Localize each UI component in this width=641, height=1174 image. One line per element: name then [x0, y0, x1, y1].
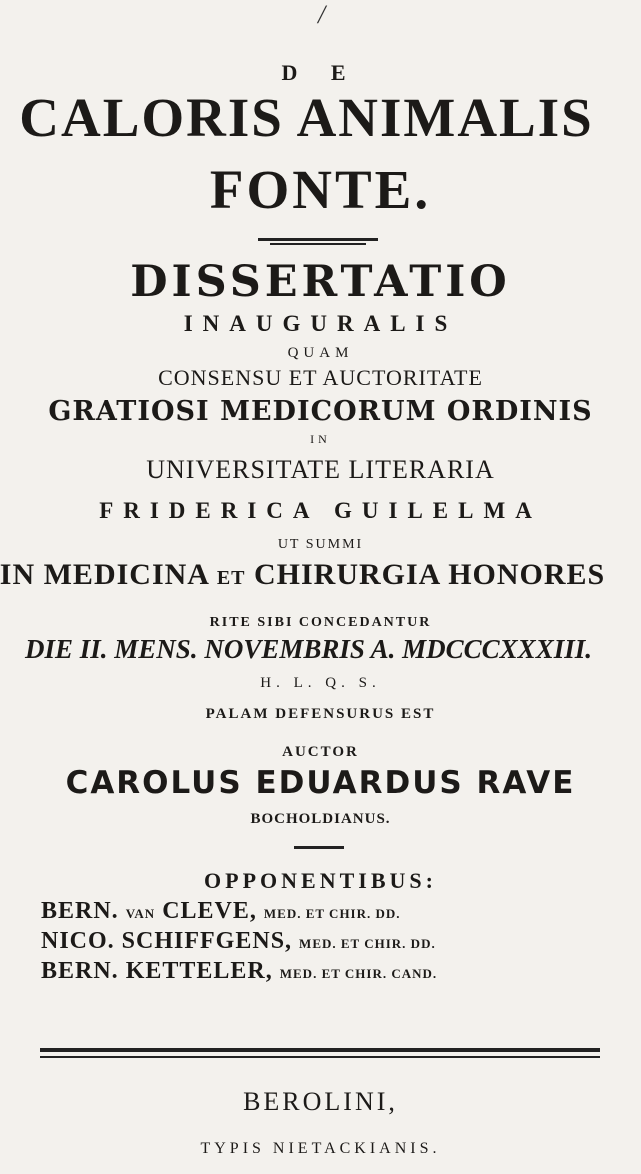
gratiosi-ordinis-line: GRATIOSI MEDICORUM ORDINIS: [48, 396, 593, 427]
quam-line: QUAM: [287, 345, 354, 361]
medicina-text: IN MEDICINA: [0, 558, 209, 591]
universitate-line: UNIVERSITATE LITERARIA: [146, 455, 495, 484]
opponentibus-heading: OPPONENTIBUS:: [204, 868, 437, 893]
opponent-title: MED. ET CHIR. CAND.: [279, 966, 438, 981]
divider-rule-thin: [270, 243, 366, 245]
inauguralis-line: INAUGURALIS: [183, 311, 458, 336]
bottom-rule-thin: [40, 1056, 600, 1058]
date-line: DIE II. MENS. NOVEMBRIS A. MDCCCXXXIII.: [25, 634, 592, 664]
dissertatio-heading: DISSERTATIO: [130, 257, 511, 307]
et-text: ET: [216, 567, 246, 589]
opponent-title: MED. ET CHIR. DD.: [299, 936, 436, 951]
opponent-van: VAN: [125, 906, 156, 921]
opponent-last: SCHIFFGENS,: [121, 928, 293, 954]
ut-summi-line: UT SUMMI: [277, 537, 364, 552]
opponent-first: NICO.: [41, 928, 115, 954]
chirurgia-text: CHIRURGIA HONORES: [254, 558, 606, 591]
opponent-row: [41, 958, 437, 985]
opponent-first: BERN.: [41, 898, 119, 924]
friderica-guilelma-line: FRIDERICA GUILELMA: [99, 498, 542, 523]
main-title-line-1: CALORIS ANIMALIS: [19, 87, 594, 148]
bottom-rule-thick: [40, 1048, 600, 1052]
opponent-first: BERN.: [41, 958, 119, 984]
author-origin: BOCHOLDIANUS.: [250, 811, 391, 827]
hlqs-line: H. L. Q. S.: [260, 675, 381, 691]
preposition-de: D E: [281, 60, 360, 85]
short-divider-rule: [294, 846, 344, 849]
rite-line: RITE SIBI CONCEDANTUR: [209, 615, 432, 630]
palam-line: PALAM DEFENSURUS EST: [205, 706, 436, 722]
printer-line: TYPIS NIETACKIANIS.: [200, 1140, 441, 1157]
medicina-chirurgia-line: [0, 558, 623, 592]
opponent-title: MED. ET CHIR. DD.: [263, 906, 401, 921]
divider-rule: [258, 238, 378, 241]
opponent-row: [41, 898, 401, 925]
auctor-line: AUCTOR: [282, 744, 359, 760]
consensu-line: CONSENSU ET AUCTORITATE: [158, 365, 483, 390]
opponent-row: [41, 928, 436, 955]
opponent-last: CLEVE,: [162, 898, 257, 924]
author-name: CAROLUS EDUARDUS RAVE: [65, 765, 576, 801]
opponent-last: KETTELER,: [125, 958, 273, 984]
in-line: IN: [310, 432, 331, 446]
ink-mark: /: [318, 0, 326, 29]
main-title-line-2: FONTE.: [209, 159, 432, 220]
place-of-print: BEROLINI,: [243, 1087, 398, 1116]
